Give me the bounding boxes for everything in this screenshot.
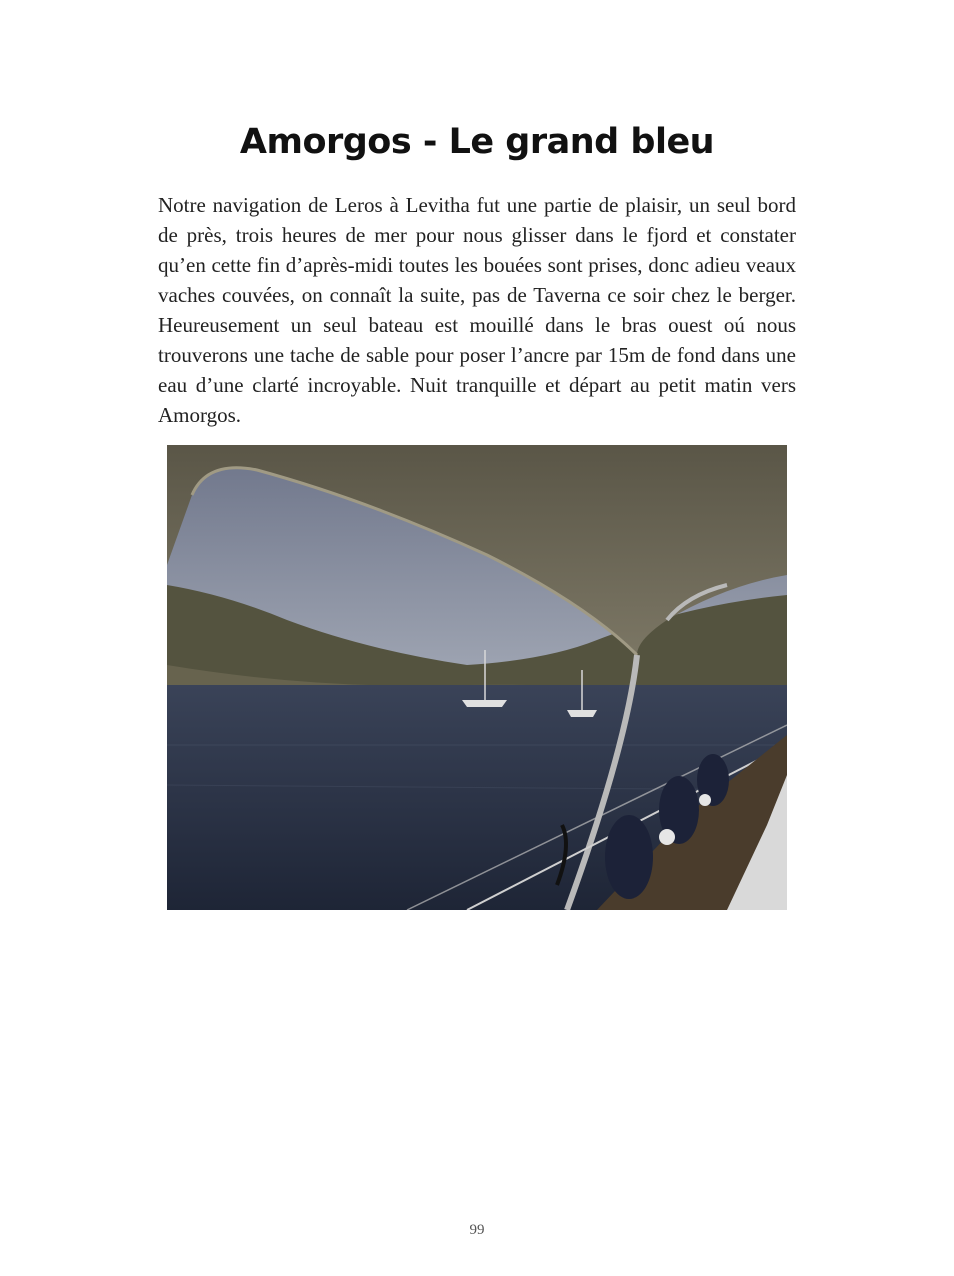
page-number: 99 xyxy=(469,1222,485,1238)
fender-1 xyxy=(605,815,653,899)
page-title: Amorgos - Le grand bleu xyxy=(239,122,715,162)
anchorage-photo xyxy=(167,445,787,910)
body-paragraph: Notre navigation de Leros à Levitha fut une partie de plaisir, un seul bord de près, trois heures de mer pour nous glisser dans le fjord et constater qu’en cette fin d’après-midi toutes les bouées sont prises, donc adieu veaux vaches couvées, on connaît la suite, pas de Taverna ce soir chez le berger. Heureusement un seul bateau est mouillé dans le bras ouest oú nous trouverons une tache de sable pour poser l’ancre par 15m de fond dans une eau d’une clarté incroyable. Nuit tranquille et départ au petit matin vers Amorgos. xyxy=(158,193,796,427)
